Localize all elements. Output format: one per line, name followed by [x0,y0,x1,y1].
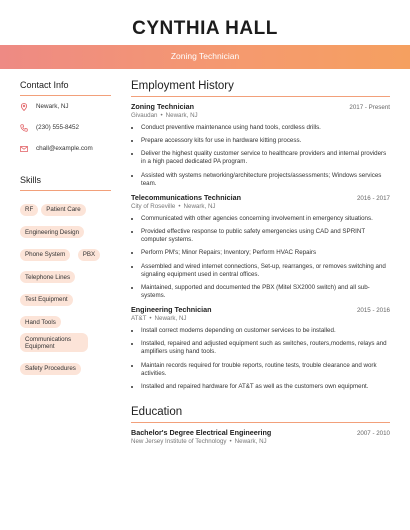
job-title-banner-text: Zoning Technician [170,51,240,61]
job-bullet: • Installed and repaired hardware for AT&T as well as the customers own equipment. [141,383,390,391]
job-bullet: • Communicated with other agencies concerning involvement in emergency situations. [141,215,390,223]
skill-tag: Safety Procedures [20,363,81,375]
school-location: Newark, NJ [234,438,267,445]
contact-email-text: chall@example.com [36,145,93,152]
skill-tag: Telephone Lines [20,271,75,283]
skill-tag: PBX [78,249,100,261]
skill-tag: Communications Equipment [20,333,88,352]
job-bullet: • Installed, repaired and adjusted equipment such as switches, routers,modems, relays and amplifiers using hand tools. [141,340,390,356]
skill-tag: Test Equipment [20,294,73,306]
contact-location-text: Newark, NJ [36,103,69,110]
job-bullet: • Prepare accessory kits for use in hardware kitting process. [141,137,390,145]
left-column [20,80,111,380]
job-title: Telecommunications Technician [131,192,241,202]
skill-tag: Engineering Design [20,226,84,238]
skill-tag: Phone System [20,249,70,261]
employment-heading: Employment History [131,80,390,97]
job-location: Newark, NJ [165,112,198,119]
job-dates: 2016 - 2017 [356,194,390,202]
contact-phone [20,117,111,138]
school-name: New Jersey Institute of Technology [131,438,227,445]
skill-tag: Hand Tools [20,316,61,328]
contact-phone-text: (230) 555-8452 [36,124,80,131]
job-location: Newark, NJ [154,315,187,323]
job-bullet: • Maintain records required for trouble reports, routine tests, trouble clearance and work activities. [141,362,390,378]
job-bullet: • Deliver the highest quality customer service to healthcare providers and internal providers in a high paced dedicated PA program. [141,150,390,166]
job-bullet: • Assisted with systems networking/architecture projects/assessments; Windows services team. [141,172,390,188]
job-entry: Zoning Technician 2017 - Present Givaudan • Newark, NJ • Conduct preventive maintenance using hand tools, cordless drills. • Prepare accessory kits for use in hardware kitting process. • Deliver the highest quality customer service to healthcare providers and internal providers in a high paced dedicated PA program. • Assisted with systems networking/architecture projects/assessments; Windows services team. [131,102,390,188]
skill-tag: Patient Care [41,204,85,216]
job-bullet: • Provided effective response to public safety emergencies using CAD and SPRINT computer systems. [141,228,390,244]
job-title: Engineering Technician [131,305,212,315]
education-heading: Education [131,406,390,423]
job-entry: Telecommunications Technician 2016 - 2017 City of Roseville • Newark, NJ • Communicated with other agencies concerning involvement in emergency situations. • Provided effective response to public safety emergencies using CAD and SPRINT computer systems. • Perform PM's; Minor Repairs; Inventory; Perform HVAC Repairs • Assembled and wired internet connections, Set-up, rearranges, or removes switching and signaling equipment used in central offices. • Maintained, supported and documented the PBX (Mitel SX2000 switch) and all sub-systems. [131,193,390,300]
skills-heading: Skills [20,175,111,191]
contact-email [20,138,111,159]
contact-heading: Contact Info [20,80,111,96]
job-company: City of Roseville [131,202,176,210]
education-entry: Bachelor's Degree Electrical Engineering 2007 - 2010 New Jersey Institute of Technology • Newark, NJ [131,428,390,445]
job-bullet: • Conduct preventive maintenance using hand tools, cordless drills. [141,124,390,132]
mail-icon [20,145,36,153]
right-column [131,80,390,445]
job-bullet: • Maintained, supported and documented the PBX (Mitel SX2000 switch) and all sub-systems. [141,284,390,300]
location-pin-icon [20,103,36,111]
job-bullet: • Perform PM's; Minor Repairs; Inventory; Perform HVAC Repairs [141,249,390,257]
job-location: Newark, NJ [183,202,216,210]
job-company: AT&T [131,315,147,323]
degree-title: Bachelor's Degree Electrical Engineering [131,428,272,437]
job-dates: 2015 - 2016 [356,307,390,315]
title-banner [0,45,410,69]
skills-list [20,198,111,380]
candidate-name: CYNTHIA HALL [132,18,278,39]
job-bullet: • Install correct modems depending on customer services to be installed. [141,327,390,335]
job-entry: Engineering Technician 2015 - 2016 AT&T • Newark, NJ • Install correct modems depending on customer services to be installed. • Installed, repaired and adjusted equipment such as switches, routers,modems, relays and amplifiers using hand tools. • Maintain records required for trouble reports, routine tests, trouble clearance and work activities. • Installed and repaired hardware for AT&T as well as the customers own equipment. [131,305,390,391]
phone-icon [20,124,36,132]
skill-tag: RF [20,204,38,216]
job-bullet: • Assembled and wired internet connections, Set-up, rearranges, or removes switching and signaling equipment used in central offices. [141,263,390,279]
education-dates: 2007 - 2010 [356,430,390,437]
contact-location [20,96,111,117]
job-company: Givaudan [131,112,158,119]
job-dates: 2017 - Present [349,104,390,111]
job-title: Zoning Technician [131,102,194,111]
